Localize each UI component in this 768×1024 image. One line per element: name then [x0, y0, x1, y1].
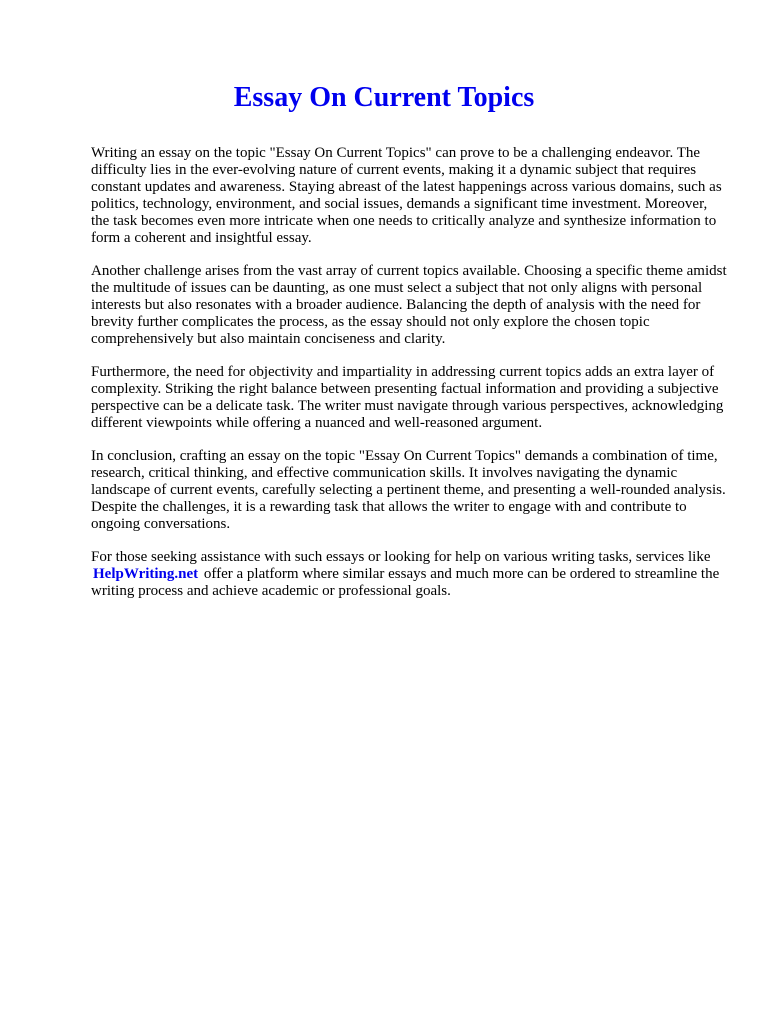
paragraph-4: In conclusion, crafting an essay on the topic "Essay On Current Topics" demands a combination of time, research, critical thinking, and effective communication skills. It involves navigating the dynamic landscape of current events, carefully selecting a pertinent theme, and presenting a well-rounded analysis. Despite the challenges, it is a rewarding task that allows the writer to engage with and contribute to ongoing conversations. [91, 448, 726, 532]
paragraph-2: Another challenge arises from the vast array of current topics available. Choosing a specific theme amidst the multitude of issues can be daunting, as one must select a subject that not only aligns with personal interests but also resonates with a broader audience. Balancing the depth of analysis with the need for brevity further complicates the process, as the essay should not only explore the chosen topic comprehensively but also maintain conciseness and clarity. [91, 263, 727, 347]
paragraph-3: Furthermore, the need for objectivity and impartiality in addressing current topics adds an extra layer of complexity. Striking the right balance between presenting factual information and providing a subjective perspective can be a delicate task. The writer must navigate through various perspectives, acknowledging different viewpoints while offering a nuanced and well-reasoned argument. [91, 364, 724, 431]
essay-body [91, 145, 727, 616]
paragraph-5-before-link: For those seeking assistance with such essays or looking for help on various writing tasks, services like [91, 549, 711, 565]
helpwriting-link[interactable]: HelpWriting.net [93, 566, 199, 582]
paragraph-5 [91, 549, 727, 600]
page-title: Essay On Current Topics [233, 82, 535, 113]
paragraph-5-after-link: offer a platform where similar essays and much more can be ordered to streamline the writing process and achieve academic or professional goals. [91, 566, 720, 599]
paragraph-1: Writing an essay on the topic "Essay On Current Topics" can prove to be a challenging endeavor. The difficulty lies in the ever-evolving nature of current events, making it a dynamic subject that requires constant updates and awareness. Staying abreast of the latest happenings across various domains, such as politics, technology, environment, and social issues, demands a significant time investment. Moreover, the task becomes even more intricate when one needs to critically analyze and synthesize information to form a coherent and insightful essay. [91, 145, 722, 246]
